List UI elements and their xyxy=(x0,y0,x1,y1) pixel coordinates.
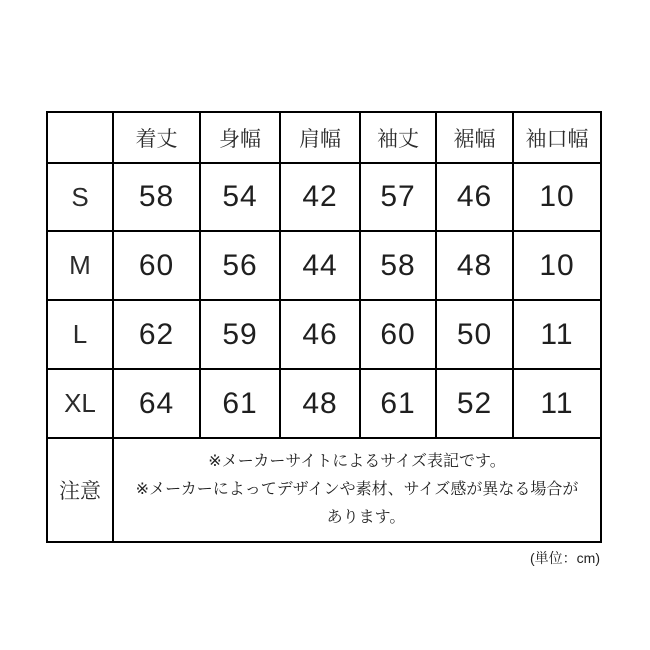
note-line-1: ※メーカーサイトによるサイズ表記です。 xyxy=(208,453,506,470)
value-cell: 57 xyxy=(360,163,436,231)
value-cell: 56 xyxy=(200,231,280,300)
value-cell: 48 xyxy=(436,231,513,300)
note-line-2: ※メーカーによってデザインや素材、サイズ感が異なる場合が xyxy=(135,481,579,498)
value-cell: 52 xyxy=(436,369,513,438)
col-header-hem-width: 裾幅 xyxy=(436,112,513,163)
unit-label: (単位：cm) xyxy=(530,550,600,566)
col-header-body-width: 身幅 xyxy=(200,112,280,163)
value-cell: 61 xyxy=(360,369,436,438)
value-cell: 58 xyxy=(360,231,436,300)
table-row-s xyxy=(47,163,601,231)
size-chart-table xyxy=(46,111,602,543)
value-cell: 60 xyxy=(360,300,436,369)
table-row-xl xyxy=(47,369,601,438)
value-cell: 48 xyxy=(280,369,360,438)
value-cell: 54 xyxy=(200,163,280,231)
value-cell: 44 xyxy=(280,231,360,300)
value-cell: 59 xyxy=(200,300,280,369)
size-chart-table-wrap xyxy=(46,111,602,543)
table-row-l xyxy=(47,300,601,369)
value-cell: 50 xyxy=(436,300,513,369)
value-cell: 61 xyxy=(200,369,280,438)
table-row-m xyxy=(47,231,601,300)
col-header-body-length: 着丈 xyxy=(113,112,200,163)
value-cell: 11 xyxy=(513,300,601,369)
value-cell: 11 xyxy=(513,369,601,438)
value-cell: 42 xyxy=(280,163,360,231)
note-row xyxy=(47,438,601,542)
row-label-m: M xyxy=(47,231,113,300)
col-header-shoulder-width: 肩幅 xyxy=(280,112,360,163)
value-cell: 62 xyxy=(113,300,200,369)
note-line-3: あります。 xyxy=(326,509,406,526)
row-label-xl: XL xyxy=(47,369,113,438)
note-label: 注意 xyxy=(47,438,113,542)
corner-cell xyxy=(47,112,113,163)
col-header-cuff-width: 袖口幅 xyxy=(513,112,601,163)
row-label-l: L xyxy=(47,300,113,369)
value-cell: 10 xyxy=(513,231,601,300)
value-cell: 64 xyxy=(113,369,200,438)
note-text-cell xyxy=(113,438,601,542)
value-cell: 46 xyxy=(280,300,360,369)
value-cell: 60 xyxy=(113,231,200,300)
value-cell: 46 xyxy=(436,163,513,231)
value-cell: 10 xyxy=(513,163,601,231)
col-header-sleeve-length: 袖丈 xyxy=(360,112,436,163)
header-row xyxy=(47,112,601,163)
row-label-s: S xyxy=(47,163,113,231)
value-cell: 58 xyxy=(113,163,200,231)
